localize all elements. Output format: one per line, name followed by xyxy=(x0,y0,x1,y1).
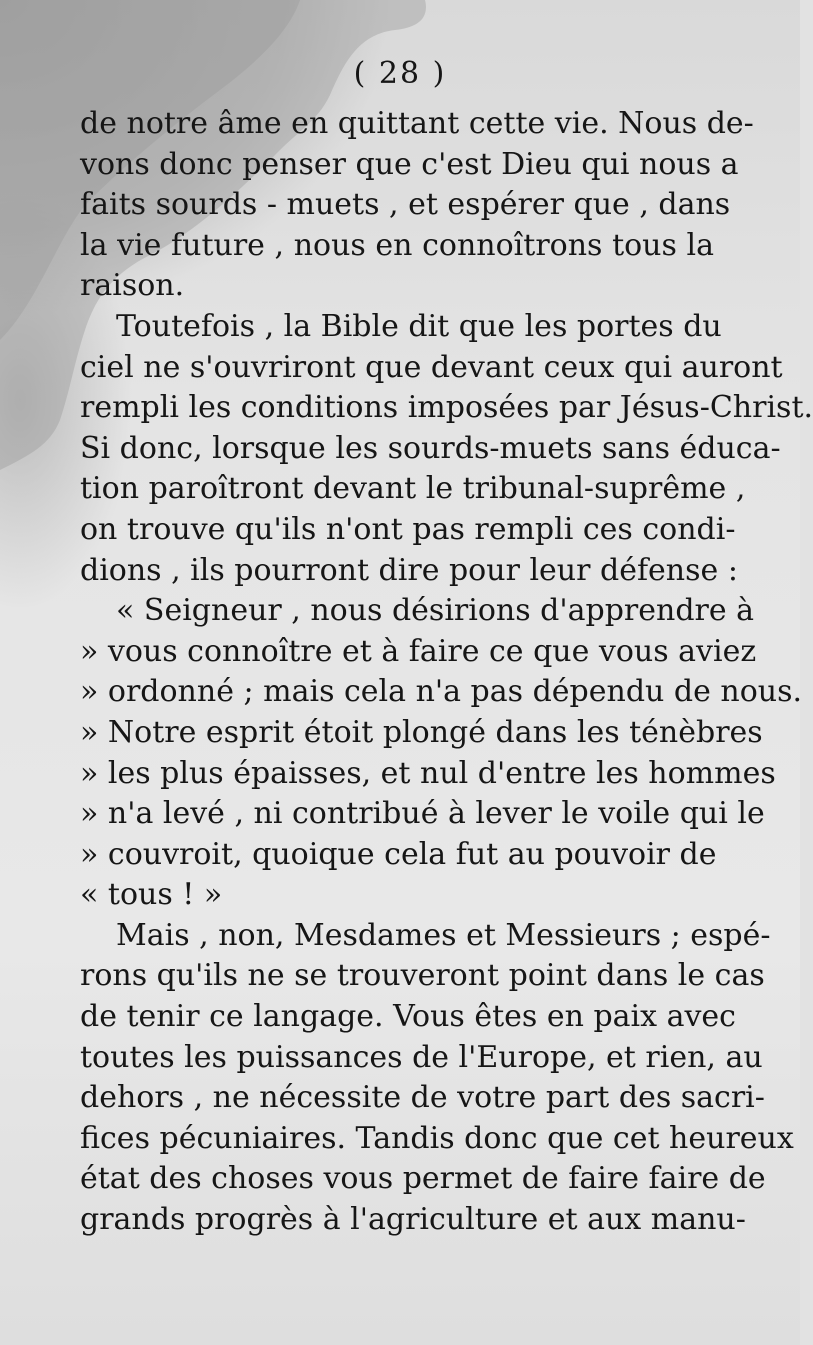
text-line: » vous connoître et à faire ce que vous aviez xyxy=(80,633,757,669)
text-line: dehors , ne nécessite de votre part des sacri- xyxy=(80,1080,765,1116)
text-line: de tenir ce langage. Vous êtes en paix avec xyxy=(80,999,736,1035)
text-line: « Seigneur , nous désirions d'apprendre à xyxy=(116,593,755,629)
text-line: on trouve qu'ils n'ont pas rempli ces condi- xyxy=(80,511,736,547)
text-line: ciel ne s'ouvriront que devant ceux qui auront xyxy=(80,349,783,385)
text-line: rempli les conditions imposées par Jésus-Christ. xyxy=(80,390,813,426)
text-line: faits sourds - muets , et espérer que , dans xyxy=(80,187,731,223)
text-line: tion paroîtront devant le tribunal-suprême , xyxy=(80,471,746,507)
text-line: » les plus épaisses, et nul d'entre les hommes xyxy=(80,755,776,791)
text-line: » couvroit, quoique cela fut au pouvoir de xyxy=(80,836,717,872)
text-line: » n'a levé , ni contribué à lever le voile qui le xyxy=(80,796,765,832)
text-line: raison. xyxy=(80,268,185,304)
page-number: ( 28 ) xyxy=(353,56,447,91)
text-line: vons donc penser que c'est Dieu qui nous a xyxy=(80,146,739,182)
text-line: état des choses vous permet de faire faire de xyxy=(80,1161,766,1197)
text-line: de notre âme en quittant cette vie. Nous de- xyxy=(80,106,754,141)
text-line: grands progrès à l'agriculture et aux manu- xyxy=(80,1202,746,1238)
text-line: » ordonné ; mais cela n'a pas dépendu de nous. xyxy=(80,674,803,710)
body-text xyxy=(80,104,813,1241)
text-line: » Notre esprit étoit plongé dans les ténèbres xyxy=(80,714,763,750)
text-line: fices pécuniaires. Tandis donc que cet heureux xyxy=(80,1120,794,1156)
text-line: Si donc, lorsque les sourds-muets sans éduca- xyxy=(80,430,781,466)
text-line: Mais , non, Mesdames et Messieurs ; espé- xyxy=(116,917,771,953)
text-line: « tous ! » xyxy=(80,877,223,913)
text-line: Toutefois , la Bible dit que les portes du xyxy=(116,308,722,344)
text-line: rons qu'ils ne se trouveront point dans le cas xyxy=(80,958,765,994)
text-line: toutes les puissances de l'Europe, et rien, au xyxy=(80,1039,763,1075)
text-line: dions , ils pourront dire pour leur défense : xyxy=(80,552,738,588)
text-line: la vie future , nous en connoîtrons tous la xyxy=(80,227,714,263)
